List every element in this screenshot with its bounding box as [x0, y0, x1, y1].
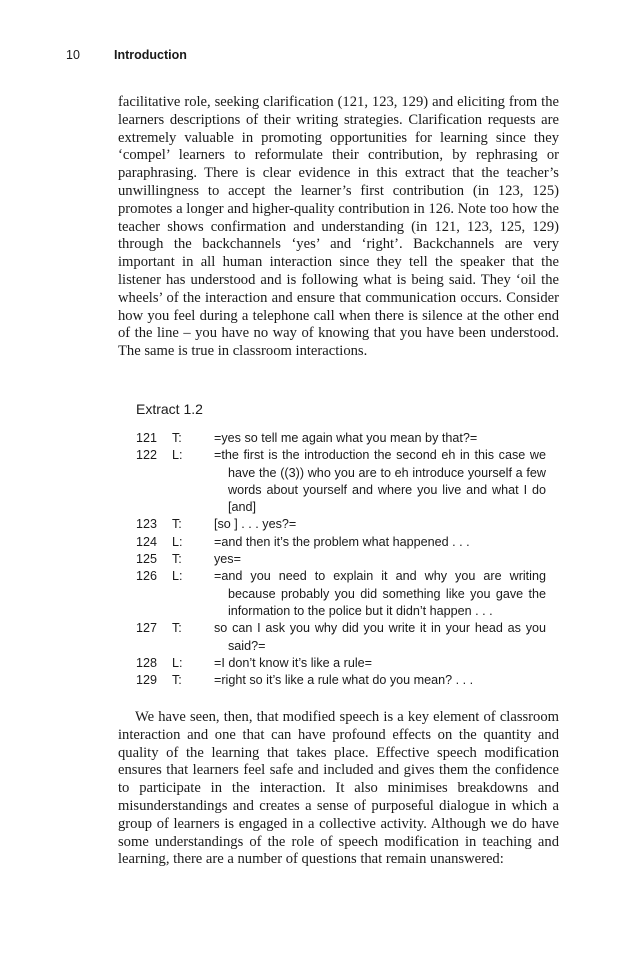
- turn-line-number: 125: [136, 552, 158, 567]
- transcript-turn: [136, 551, 546, 568]
- turn-speaker: T:: [172, 517, 182, 532]
- body-paragraph-2: We have seen, then, that modified speech is a key element of classroom interaction and one that can have profound effects on the quantity and quality of the learning that takes place. Effective speech modification ensures that learners feel safe and included and gives them the confidence to participate in the interaction. It also minimises breakdowns and misunderstandings and creates a sense of purposeful dialogue in which a group of learners is engaged in a collective activity. Although we do have some understandings of the role of speech modification in teaching and learning, there are a number of questions that remain unanswered:: [118, 709, 559, 868]
- transcript: [136, 430, 546, 689]
- turn-speaker: L:: [172, 569, 183, 584]
- page-number: 10: [66, 48, 80, 62]
- turn-text: [so ] . . . yes?=: [214, 517, 297, 532]
- body-paragraph-1: facilitative role, seeking clarification (121, 123, 129) and eliciting from the learners descriptions of their writing strategies. Clarification requests are extremely valuable in promoting opportunities for learning since they ‘compel’ learners to reformulate their contribution, by rephrasing or paraphrasing. There is clear evidence in this extract that the teacher’s unwillingness to accept the learner’s first contribution (in 123, 125) promotes a longer and higher-quality contribution in 126. Note too how the teacher shows confirmation and understanding (in 121, 123, 125, 129) through the backchannels ‘yes’ and ‘right’. Backchannels are very important in all human interaction since they tell the speaker that the listener has understood and is following what is being said. They ‘oil the wheels’ of the interaction and ensure that communication occurs. Consider how you feel during a telephone call when there is silence at the other end of the line – you have no way of knowing that you have been understood. The same is true in classroom interactions.: [118, 94, 559, 360]
- turn-text: yes=: [214, 552, 241, 567]
- turn-line-number: 127: [136, 621, 158, 636]
- extract-title: Extract 1.2: [136, 401, 203, 417]
- turn-line-number: 128: [136, 655, 158, 670]
- turn-text: so can I ask you why did you write it in your head as you said?=: [214, 621, 546, 653]
- transcript-turn: [136, 516, 546, 533]
- turn-text: =and you need to explain it and why you are writing because probably you did something like you gave the information to the police but it didn’t happen . . .: [214, 569, 546, 618]
- turn-line-number: 121: [136, 431, 158, 445]
- transcript-turn: [136, 620, 546, 655]
- turn-speaker: L:: [172, 448, 183, 463]
- transcript-turn: [136, 534, 546, 551]
- turn-speaker: T:: [172, 552, 182, 567]
- turn-line-number: 124: [136, 534, 158, 549]
- turn-text: =I don’t know it’s like a rule=: [214, 655, 372, 670]
- turn-line-number: 129: [136, 673, 158, 688]
- turn-speaker: L:: [172, 655, 183, 670]
- turn-line-number: 122: [136, 448, 158, 463]
- transcript-turn: [136, 447, 546, 516]
- turn-text: =yes so tell me again what you mean by that?=: [214, 431, 478, 445]
- transcript-turn: [136, 655, 546, 672]
- transcript-turn: [136, 672, 546, 689]
- turn-text: =right so it’s like a rule what do you mean? . . .: [214, 673, 474, 688]
- turn-speaker: T:: [172, 431, 182, 445]
- turn-speaker: L:: [172, 534, 183, 549]
- turn-speaker: T:: [172, 673, 182, 688]
- transcript-turn: [136, 430, 546, 447]
- turn-line-number: 123: [136, 517, 158, 532]
- transcript-turn: [136, 568, 546, 620]
- turn-text: =the first is the introduction the second eh in this case we have the ((3)) who you are to eh introduce yourself a few words about yourself and where you live and what I do [and]: [214, 448, 546, 515]
- turn-speaker: T:: [172, 621, 182, 636]
- running-head: Introduction: [114, 48, 187, 62]
- turn-line-number: 126: [136, 569, 158, 584]
- turn-text: =and then it’s the problem what happened . . .: [214, 534, 470, 549]
